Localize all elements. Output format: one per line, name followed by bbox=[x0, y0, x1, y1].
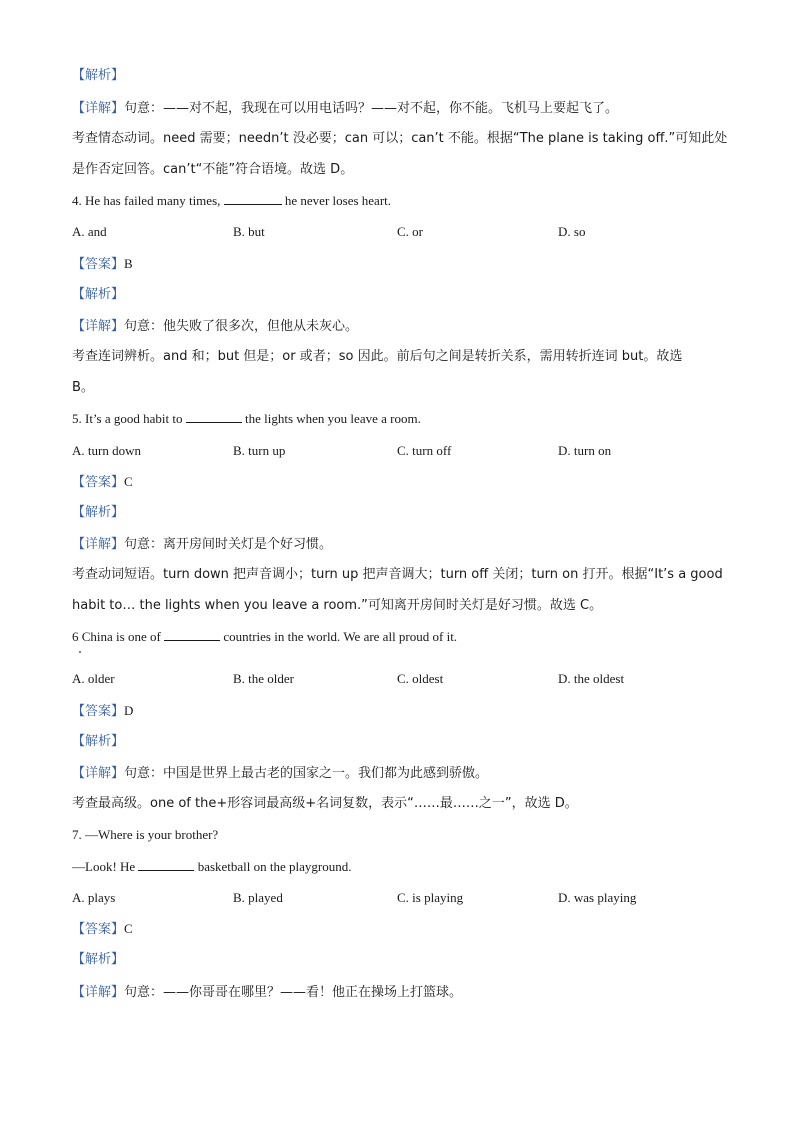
detail-line bbox=[72, 536, 332, 553]
option-d: D. turn on bbox=[558, 443, 612, 458]
option-b: B. but bbox=[233, 224, 265, 239]
detail-text: 句意：中国是世界上最古老的国家之一。我们都为此感到骄傲。 bbox=[124, 766, 489, 781]
option-c: C. is playing bbox=[397, 890, 464, 905]
question-stem: 4. He has failed many times, he never loses heart. bbox=[72, 193, 392, 208]
option-c: C. or bbox=[397, 224, 423, 239]
answer-value: C bbox=[124, 474, 133, 489]
answer-blank bbox=[138, 859, 194, 871]
analysis-tag: 【解析】 bbox=[72, 287, 125, 302]
option-c: C. turn off bbox=[397, 443, 452, 458]
answer-line bbox=[72, 474, 133, 491]
option-d: D. the oldest bbox=[558, 671, 625, 686]
analysis-tag: 【解析】 bbox=[72, 734, 125, 749]
analysis-tag: 【解析】 bbox=[72, 952, 125, 967]
option-a: A. plays bbox=[72, 890, 116, 905]
question-stem: 6 China is one of countries in the world. We are all proud of it. bbox=[72, 629, 458, 644]
answer-tag: 【答案】 bbox=[72, 475, 125, 490]
option-a: A. turn down bbox=[72, 443, 141, 458]
detail-line bbox=[72, 318, 358, 335]
answer-line bbox=[72, 256, 133, 273]
option-b: B. the older bbox=[233, 671, 295, 686]
explanation-line: 考查情态动词。need 需要；needn’t 没必要；can 可以；can’t 不能。根据“The plane is taking off.”可知此处 bbox=[72, 131, 728, 146]
answer-tag: 【答案】 bbox=[72, 257, 125, 272]
option-d: D. was playing bbox=[558, 890, 637, 905]
number-dot bbox=[79, 651, 81, 653]
answer-value: D bbox=[124, 703, 134, 718]
explanation-line: 考查连词辨析。and 和；but 但是；or 或者；so 因此。前后句之间是转折关系，需用转折连词 but。故选 bbox=[72, 349, 683, 364]
answer-line bbox=[72, 921, 133, 938]
answer-value: C bbox=[124, 921, 133, 936]
option-a: A. older bbox=[72, 671, 115, 686]
analysis-tag: 【解析】 bbox=[72, 68, 125, 83]
explanation-line: 考查动词短语。turn down 把声音调小；turn up 把声音调大；turn off 关闭；turn on 打开。根据“It’s a good bbox=[72, 567, 723, 582]
detail-text: 句意：——你哥哥在哪里？——看！他正在操场上打篮球。 bbox=[124, 985, 463, 1000]
answer-blank bbox=[224, 193, 282, 205]
answer-blank bbox=[164, 629, 220, 641]
answer-blank bbox=[186, 411, 242, 423]
detail-text: 句意：他失败了很多次，但他从未灰心。 bbox=[124, 319, 359, 334]
detail-tag: 【详解】 bbox=[72, 985, 125, 1000]
question-stem: 5. It’s a good habit to the lights when you leave a room. bbox=[72, 411, 421, 426]
answer-line bbox=[72, 703, 133, 720]
detail-text: 句意：——对不起，我现在可以用电话吗？——对不起，你不能。飞机马上要起飞了。 bbox=[124, 101, 619, 116]
detail-line bbox=[72, 765, 488, 782]
explanation-line: B。 bbox=[72, 380, 94, 395]
option-b: B. played bbox=[233, 890, 283, 905]
detail-tag: 【详解】 bbox=[72, 537, 125, 552]
detail-tag: 【详解】 bbox=[72, 101, 125, 116]
analysis-tag: 【解析】 bbox=[72, 505, 125, 520]
answer-tag: 【答案】 bbox=[72, 704, 125, 719]
option-d: D. so bbox=[558, 224, 586, 239]
option-c: C. oldest bbox=[397, 671, 444, 686]
detail-tag: 【详解】 bbox=[72, 319, 125, 334]
answer-value: B bbox=[124, 256, 133, 271]
explanation-line: habit to… the lights when you leave a room.”可知离开房间时关灯是好习惯。故选 C。 bbox=[72, 598, 603, 613]
answer-tag: 【答案】 bbox=[72, 922, 125, 937]
question-stem: 7. —Where is your brother? bbox=[72, 827, 219, 842]
question-stem: —Look! He basketball on the playground. bbox=[72, 859, 352, 874]
explanation-line: 是作否定回答。can’t“不能”符合语境。故选 D。 bbox=[72, 162, 354, 177]
detail-line bbox=[72, 100, 618, 117]
detail-tag: 【详解】 bbox=[72, 766, 125, 781]
detail-line bbox=[72, 984, 462, 1001]
option-b: B. turn up bbox=[233, 443, 286, 458]
option-a: A. and bbox=[72, 224, 107, 239]
explanation-line: 考查最高级。one of the+形容词最高级+名词复数，表示“……最……之一”，故选 D。 bbox=[72, 796, 578, 811]
detail-text: 句意：离开房间时关灯是个好习惯。 bbox=[124, 537, 333, 552]
